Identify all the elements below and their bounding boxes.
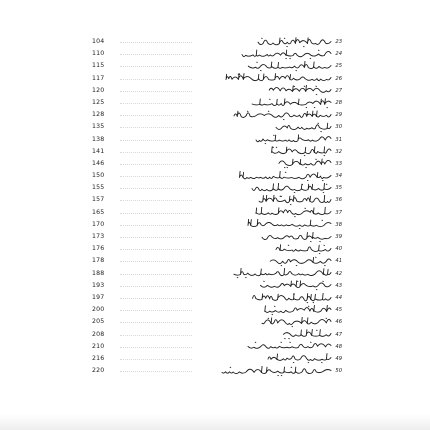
entry-number: 25: [335, 63, 342, 70]
script-stroke: [226, 74, 331, 81]
entry-number: 47: [335, 331, 342, 338]
entry-number: 42: [335, 270, 342, 277]
toc-row: [92, 329, 342, 341]
toc-row: [92, 341, 342, 353]
page-number: 188: [92, 269, 105, 277]
toc-row: [92, 219, 342, 231]
dot-leader: [120, 371, 192, 372]
toc-row: [92, 73, 342, 85]
dot-leader: [120, 237, 192, 238]
urdu-title-script: [268, 146, 332, 157]
entry-number: 27: [335, 87, 342, 94]
entry-number: 41: [335, 258, 342, 265]
urdu-title-script: [246, 341, 332, 352]
entry-number: 26: [335, 75, 342, 82]
entry-number: 36: [335, 197, 342, 204]
dot-leader: [120, 103, 192, 104]
toc-row: [92, 158, 342, 170]
dot-leader: [120, 359, 192, 360]
script-stroke: [234, 111, 331, 120]
script-stroke: [284, 329, 332, 338]
page-number: 117: [92, 74, 105, 82]
dot-leader: [120, 42, 192, 43]
page-number: 200: [92, 306, 105, 314]
entry-number: 38: [335, 221, 342, 228]
dot-leader: [120, 152, 192, 153]
toc-row: [92, 134, 342, 146]
script-stroke: [276, 123, 331, 132]
toc-row: [92, 182, 342, 194]
script-stroke: [234, 268, 331, 277]
toc-row: [92, 280, 342, 292]
script-stroke: [268, 354, 331, 363]
script-stroke: [270, 86, 332, 95]
urdu-title-script: [232, 110, 332, 121]
dot-leader: [120, 140, 192, 141]
script-stroke: [249, 61, 332, 71]
script-stroke: [252, 98, 331, 107]
toc-row: [92, 60, 342, 72]
dot-leader: [120, 274, 192, 275]
page-number: 120: [92, 86, 105, 94]
page-number: 176: [92, 245, 105, 253]
page-number: 141: [92, 147, 105, 155]
urdu-title-script: [240, 49, 332, 60]
page-number: 178: [92, 257, 105, 265]
urdu-title-script: [256, 195, 332, 206]
toc-row: [92, 365, 342, 377]
entry-number: 39: [335, 234, 342, 240]
entry-number: 33: [335, 160, 342, 167]
page-number: 165: [92, 208, 105, 216]
urdu-title-script: [256, 37, 332, 48]
entry-number: 30: [335, 124, 342, 131]
toc-entry: [262, 304, 342, 316]
page-number: 208: [92, 330, 105, 338]
urdu-title-script: [250, 293, 332, 304]
urdu-title-script: [246, 219, 332, 230]
entry-number: 24: [335, 51, 342, 58]
page-edge-shadow: [0, 414, 430, 430]
toc-row: [92, 316, 342, 328]
toc-entry: [266, 353, 342, 365]
page-number: 110: [92, 50, 105, 58]
page-number: 135: [92, 123, 105, 131]
dot-leader: [120, 188, 192, 189]
urdu-title-script: [266, 353, 332, 364]
toc-entry: [246, 219, 342, 231]
toc-entry: [236, 170, 342, 182]
entry-number: 23: [335, 39, 342, 45]
urdu-title-script: [260, 317, 332, 328]
script-stroke: [261, 281, 332, 290]
script-stroke: [258, 37, 331, 46]
dot-leader: [120, 54, 192, 55]
entry-number: 49: [335, 355, 342, 362]
toc-row: [92, 48, 342, 60]
toc-row: [92, 194, 342, 206]
entry-number: 46: [335, 319, 342, 326]
toc-row: [92, 170, 342, 182]
page-number: 125: [92, 98, 105, 106]
dot-leader: [120, 249, 192, 250]
urdu-title-script: [262, 305, 332, 316]
page-number: 150: [92, 172, 105, 180]
page-number: 197: [92, 293, 105, 301]
entry-number: 40: [335, 246, 342, 253]
urdu-title-script: [280, 329, 332, 340]
toc-entry: [266, 85, 342, 97]
toc-row: [92, 243, 342, 255]
toc-row: [92, 304, 342, 316]
dot-leader: [120, 176, 192, 177]
dot-leader: [120, 91, 192, 92]
dot-leader: [120, 261, 192, 262]
dot-leader: [120, 298, 192, 299]
urdu-title-script: [254, 207, 332, 218]
script-stroke: [252, 183, 331, 193]
urdu-title-script: [246, 61, 332, 72]
script-stroke: [272, 147, 331, 156]
entry-number: 31: [335, 136, 342, 143]
toc-row: [92, 292, 342, 304]
urdu-title-script: [236, 171, 332, 182]
script-stroke: [262, 317, 331, 327]
script-stroke: [240, 171, 332, 181]
page-number: 193: [92, 281, 105, 289]
table-of-contents: [92, 36, 342, 377]
toc-entry: [260, 316, 342, 328]
toc-row: [92, 353, 342, 365]
toc-entry: [274, 243, 342, 255]
page-number: 146: [92, 159, 105, 167]
script-stroke: [256, 135, 331, 144]
toc-entry: [280, 329, 342, 341]
script-stroke: [253, 293, 331, 303]
toc-row: [92, 207, 342, 219]
dot-leader: [120, 127, 192, 128]
page-number: 210: [92, 342, 105, 350]
dot-leader: [120, 347, 192, 348]
page-number: 220: [92, 367, 105, 375]
entry-number: 37: [335, 209, 342, 216]
dot-leader: [120, 225, 192, 226]
toc-row: [92, 36, 342, 48]
dot-leader: [120, 286, 192, 287]
urdu-title-script: [274, 244, 332, 255]
urdu-title-script: [254, 134, 332, 145]
script-stroke: [248, 220, 331, 230]
toc-entry: [246, 341, 342, 353]
toc-row: [92, 255, 342, 267]
toc-entry: [250, 292, 342, 304]
toc-entry: [256, 194, 342, 206]
urdu-title-script: [250, 183, 332, 194]
toc-row: [92, 268, 342, 280]
script-stroke: [271, 257, 332, 266]
dot-leader: [120, 310, 192, 311]
page-number: 157: [92, 196, 105, 204]
dot-leader: [120, 79, 192, 80]
urdu-title-script: [224, 73, 332, 84]
page-number: 205: [92, 318, 105, 326]
toc-entry: [258, 280, 342, 292]
toc-entry: [268, 146, 342, 158]
page-number: 104: [92, 38, 105, 45]
entry-number: 28: [335, 99, 342, 106]
urdu-title-script: [220, 366, 332, 377]
urdu-title-script: [250, 98, 332, 109]
toc-row: [92, 109, 342, 121]
toc-entry: [232, 109, 342, 121]
toc-entry: [250, 97, 342, 109]
script-stroke: [259, 195, 331, 205]
toc-entry: [254, 134, 342, 146]
toc-entry: [254, 207, 342, 219]
script-stroke: [248, 342, 331, 348]
dot-leader: [120, 322, 192, 323]
urdu-title-script: [276, 158, 332, 169]
script-stroke: [242, 50, 331, 59]
entry-number: 48: [335, 343, 342, 350]
script-stroke: [256, 207, 331, 217]
toc-row: [92, 121, 342, 133]
script-stroke: [279, 159, 331, 168]
toc-entry: [240, 48, 342, 60]
dot-leader: [120, 213, 192, 214]
urdu-title-script: [274, 122, 332, 133]
page-number: 138: [92, 135, 105, 143]
page-number: 173: [92, 233, 105, 240]
page-number: 170: [92, 220, 105, 228]
toc-entry: [268, 255, 342, 267]
urdu-title-script: [260, 232, 332, 243]
toc-entry: [274, 121, 342, 133]
dot-leader: [120, 66, 192, 67]
script-stroke: [262, 232, 331, 241]
toc-row: [92, 85, 342, 97]
script-stroke: [276, 244, 331, 253]
entry-number: 50: [335, 368, 342, 375]
urdu-title-script: [230, 268, 332, 279]
entry-number: 44: [335, 294, 342, 301]
script-stroke: [222, 366, 331, 376]
toc-entry: [224, 73, 342, 85]
toc-entry: [256, 36, 342, 48]
dot-leader: [120, 164, 192, 165]
toc-entry: [250, 182, 342, 194]
urdu-title-script: [266, 85, 332, 96]
urdu-title-script: [258, 280, 332, 291]
script-stroke: [265, 305, 331, 314]
entry-number: 29: [335, 112, 342, 119]
page-number: 216: [92, 354, 105, 362]
toc-row: [92, 146, 342, 158]
toc-row: [92, 231, 342, 243]
page-number: 115: [92, 62, 105, 70]
dot-leader: [120, 335, 192, 336]
entry-number: 45: [335, 307, 342, 314]
toc-entry: [246, 60, 342, 72]
toc-entry: [230, 268, 342, 280]
entry-number: 34: [335, 173, 342, 180]
toc-row: [92, 97, 342, 109]
urdu-title-script: [268, 256, 332, 267]
dot-leader: [120, 115, 192, 116]
page-number: 155: [92, 184, 105, 192]
entry-number: 32: [335, 148, 342, 155]
entry-number: 35: [335, 185, 342, 192]
page-number: 128: [92, 111, 105, 119]
dot-leader: [120, 200, 192, 201]
toc-entry: [260, 231, 342, 243]
toc-entry: [220, 365, 342, 377]
entry-number: 43: [335, 282, 342, 289]
toc-entry: [276, 158, 342, 170]
